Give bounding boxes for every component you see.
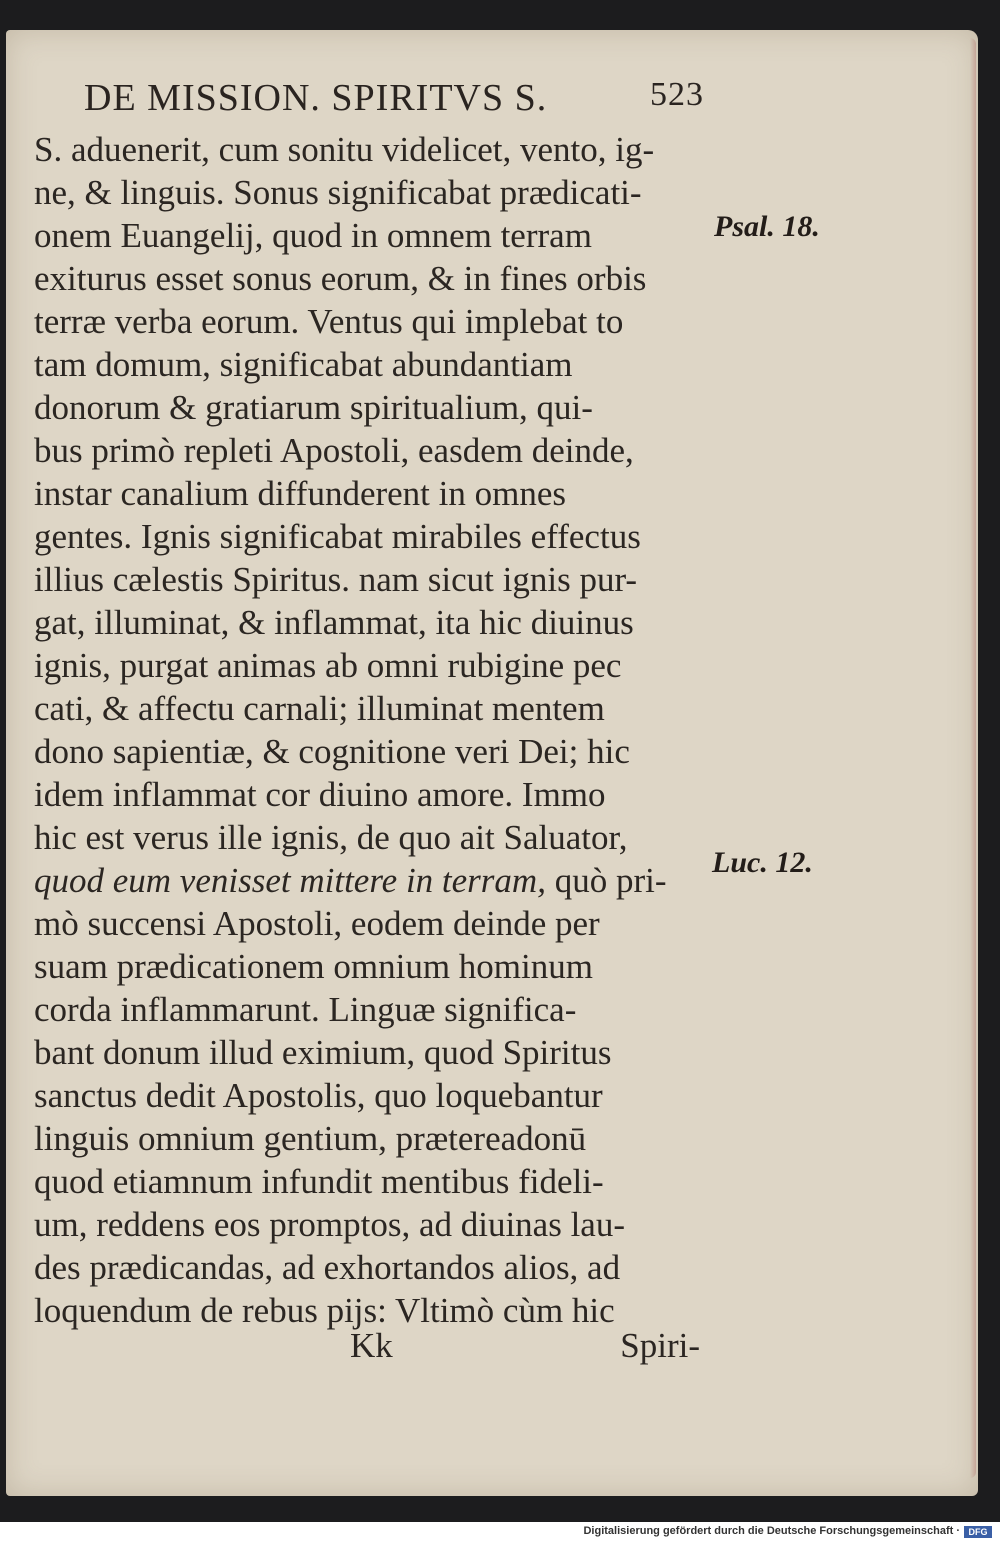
dfg-logo: DFG (964, 1526, 992, 1538)
text-line: instar canalium diffunderent in omnes (34, 474, 566, 513)
text-line: loquendum de rebus pijs: Vltimò cùm hic (34, 1291, 615, 1330)
text-line: illius cælestis Spiritus. nam sicut ignis pur- (34, 560, 638, 599)
text-line: gentes. Ignis significabat mirabiles effectus (34, 517, 641, 556)
body-text (34, 128, 706, 1332)
text-line: des prædicandas, ad exhortandos alios, ad (34, 1248, 621, 1287)
text-line: idem inflammat cor diuino amore. Immo (34, 775, 606, 814)
text-line-italic (34, 859, 706, 902)
running-head (84, 76, 704, 126)
text-line: donorum & gratiarum spiritualium, qui- (34, 388, 593, 427)
text-line: bus primò repleti Apostoli, easdem deinde, (34, 431, 634, 470)
text-line: um, reddens eos promptos, ad diuinas lau- (34, 1205, 626, 1244)
footer-credit (0, 1524, 1000, 1541)
text-line: dono sapientiæ, & cognitione veri Dei; hic (34, 732, 630, 771)
catchword: Spiri- (620, 1326, 700, 1365)
page-edge (970, 38, 976, 1478)
text-line: terræ verba eorum. Ventus qui implebat to (34, 302, 624, 341)
margin-note-psalm: Psal. 18. (714, 210, 820, 243)
text-line: corda inflammarunt. Linguæ significa- (34, 990, 577, 1029)
text-line: onem Euangelij, quod in omnem terram (34, 216, 592, 255)
text-line: gat, illuminat, & inflammat, ita hic diuinus (34, 603, 634, 642)
text-line: cati, & affectu carnali; illuminat mentem (34, 689, 605, 728)
text-line: ignis, purgat animas ab omni rubigine pec (34, 646, 622, 685)
credit-text: Digitalisierung gefördert durch die Deutsche Forschungsgemeinschaft · (583, 1525, 960, 1537)
page-number: 523 (650, 76, 704, 113)
running-head-title: DE MISSION. SPIRITVS S. (84, 77, 548, 119)
text-line: S. aduenerit, cum sonitu videlicet, vento, ig- (34, 130, 655, 169)
text-line: mò succensi Apostoli, eodem deinde per (34, 904, 600, 943)
text-line: exiturus esset sonus eorum, & in fines orbis (34, 259, 647, 298)
text-line: hic est verus ille ignis, de quo ait Saluator, (34, 818, 628, 857)
margin-note-luke: Luc. 12. (712, 846, 813, 879)
text-line: bant donum illud eximium, quod Spiritus (34, 1033, 612, 1072)
catchline (34, 1326, 706, 1370)
text-line: suam prædicationem omnium hominum (34, 947, 593, 986)
italic-line-rest: quò pri- (545, 861, 667, 900)
text-line: quod etiamnum infundit mentibus fideli- (34, 1162, 604, 1201)
signature-mark: Kk (350, 1326, 393, 1365)
italic-quote: quod eum venisset mittere in terram, (34, 861, 546, 900)
text-line: linguis omnium gentium, prætereadonū (34, 1119, 587, 1158)
text-line: tam domum, significabat abundantiam (34, 345, 573, 384)
text-line: sanctus dedit Apostolis, quo loquebantur (34, 1076, 603, 1115)
text-line: ne, & linguis. Sonus significabat prædicati- (34, 173, 642, 212)
